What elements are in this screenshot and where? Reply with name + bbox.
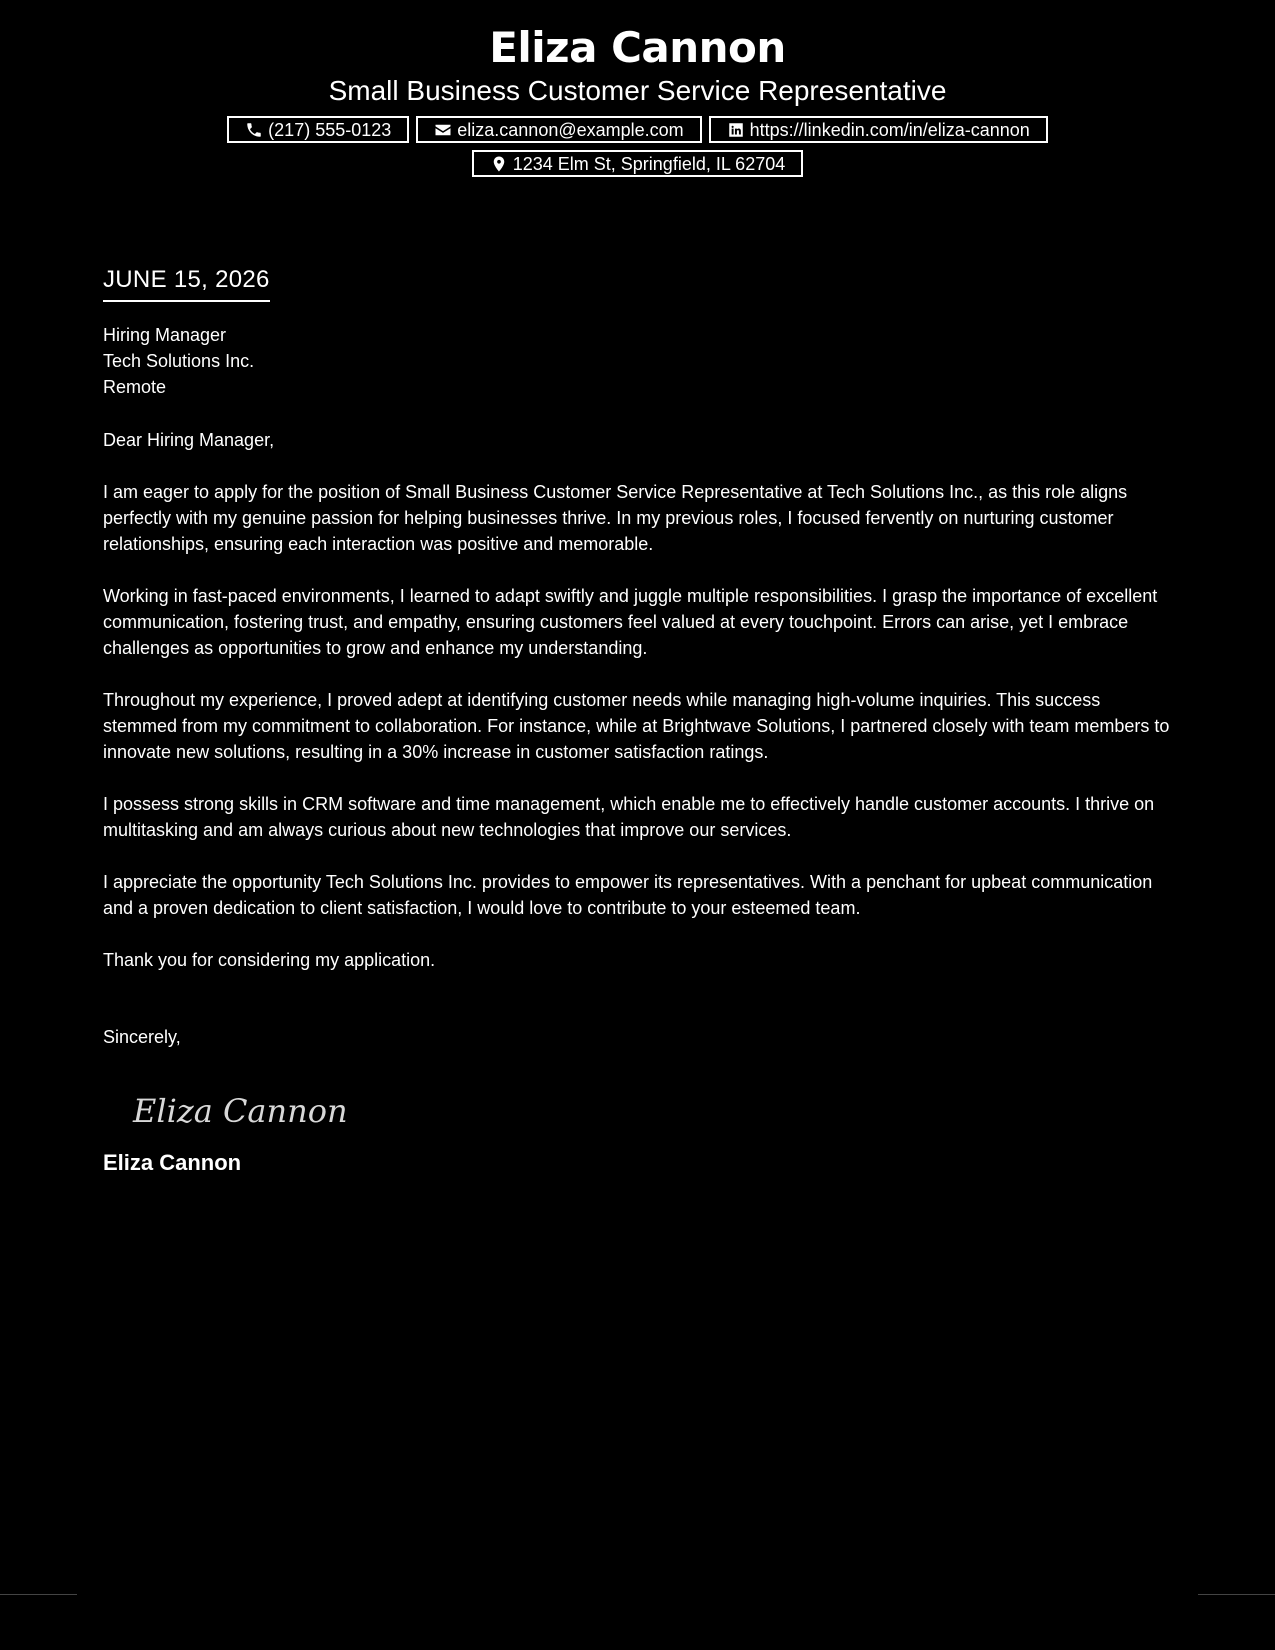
phone-icon <box>245 121 263 139</box>
body-paragraph: Working in fast-paced environments, I learned to adapt swiftly and juggle multiple responsibilities. I grasp the importance of excellent communication, fostering trust, and empathy, ensuring customers feel valued at every touchpoint. Errors can arise, yet I embrace challenges as opportunities to grow and enhance my understanding. <box>103 586 1158 658</box>
applicant-title: Small Business Customer Service Representative <box>328 75 947 106</box>
letter-header <box>0 0 1275 177</box>
salutation: Dear Hiring Manager, <box>103 430 275 450</box>
handwritten-signature <box>131 1086 1178 1134</box>
phone-contact[interactable] <box>227 116 409 143</box>
applicant-name: Eliza Cannon <box>489 23 786 72</box>
body-paragraph: I am eager to apply for the position of Small Business Customer Service Representative at Tech Solutions Inc., as this role aligns perfectly with my genuine passion for helping businesses thrive. In my previous roles, I focused fervently on nurturing customer relationships, ensuring each interaction was positive and memorable. <box>103 482 1128 554</box>
envelope-icon <box>434 121 452 139</box>
body-paragraph: I possess strong skills in CRM software and time management, which enable me to effectively handle customer accounts. I thrive on multitasking and am always curious about new technologies that improve our services. <box>103 794 1155 840</box>
address-text: 1234 Elm St, Springfield, IL 62704 <box>512 153 786 174</box>
body-paragraph: Thank you for considering my application. <box>103 950 436 970</box>
contact-row-primary <box>0 116 1275 143</box>
contact-row-secondary <box>0 150 1275 177</box>
footer-divider-left <box>0 1594 77 1595</box>
contact-info <box>0 116 1275 177</box>
phone-text: (217) 555-0123 <box>268 119 392 140</box>
recipient-location: Remote <box>103 377 167 397</box>
linkedin-contact[interactable] <box>709 116 1048 143</box>
body-paragraph: I appreciate the opportunity Tech Solutions Inc. provides to empower its representatives. With a penchant for upbeat communication and a proven dedication to client satisfaction, I would love to contribute to your esteemed team. <box>103 872 1153 918</box>
linkedin-icon <box>727 121 745 139</box>
letter-content <box>103 266 1178 1176</box>
signature-text: Eliza Cannon <box>133 1092 348 1130</box>
closing: Sincerely, <box>103 1027 181 1047</box>
signer-name: Eliza Cannon <box>103 1150 242 1175</box>
recipient-company: Tech Solutions Inc. <box>103 351 255 371</box>
map-pin-icon <box>490 155 508 173</box>
recipient-block <box>103 322 1178 400</box>
linkedin-text: https://linkedin.com/in/eliza-cannon <box>749 119 1030 140</box>
address-contact <box>472 150 804 177</box>
email-text: eliza.cannon@example.com <box>457 119 684 140</box>
email-contact[interactable] <box>416 116 701 143</box>
letter-body <box>103 427 1178 973</box>
footer-divider-right <box>1198 1594 1275 1595</box>
letter-date: JUNE 15, 2026 <box>103 266 270 302</box>
body-paragraph: Throughout my experience, I proved adept at identifying customer needs while managing high-volume inquiries. This success stemmed from my commitment to collaboration. For instance, while at Brightwave Solutions, I partnered closely with team members to innovate new solutions, resulting in a 30% increase in customer satisfaction ratings. <box>103 690 1170 762</box>
recipient-name: Hiring Manager <box>103 325 227 345</box>
